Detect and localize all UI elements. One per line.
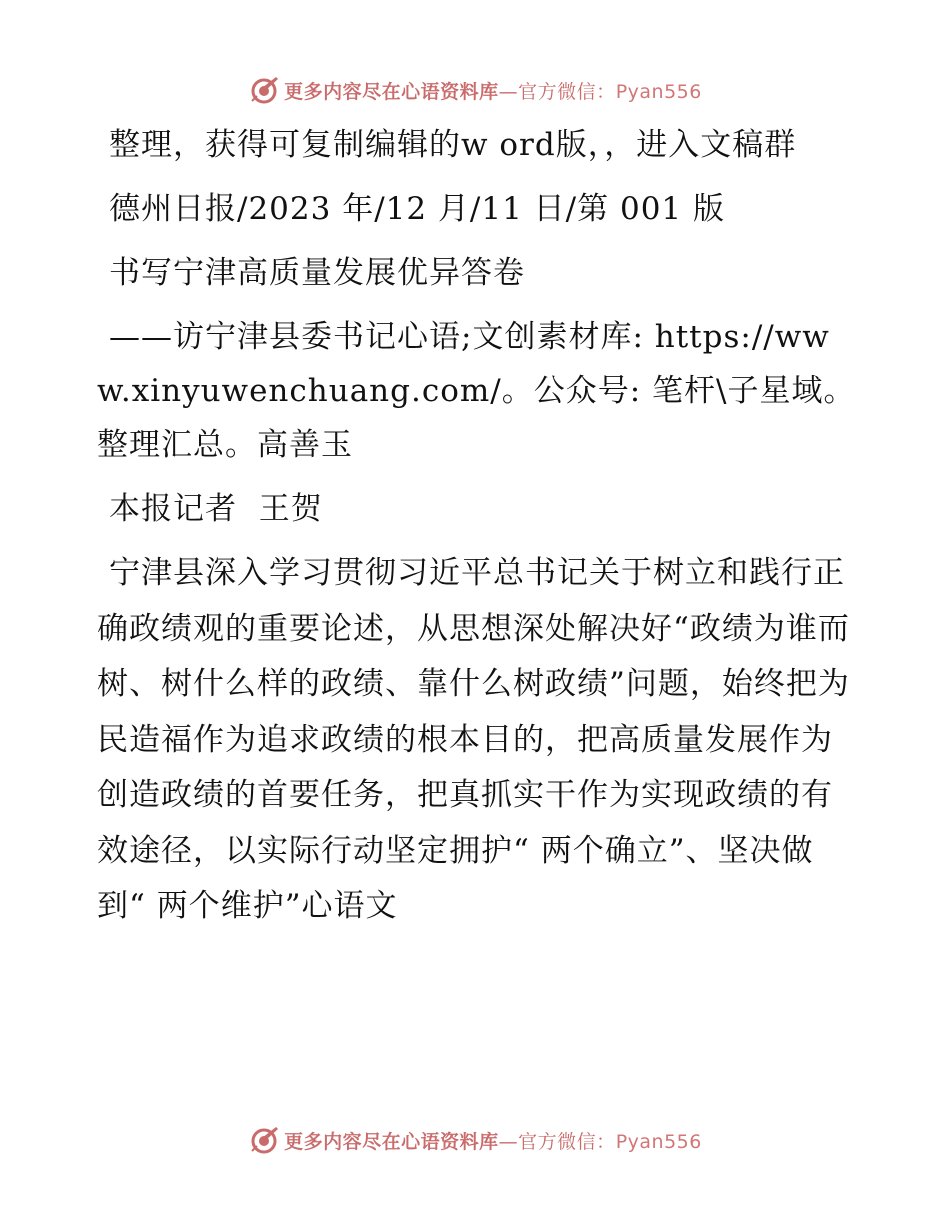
header-banner-text bbox=[284, 77, 702, 104]
header-banner-official: 官方微信： bbox=[518, 80, 616, 103]
pen-circle-logo-icon bbox=[248, 1124, 280, 1156]
footer-banner-dash: — bbox=[498, 1130, 519, 1153]
article-title: 书写宁津高质量发展优异答卷 bbox=[109, 255, 525, 291]
footer-banner-text bbox=[284, 1127, 702, 1154]
pen-circle-logo-icon bbox=[248, 74, 280, 106]
header-banner-dash: — bbox=[498, 80, 519, 103]
article-subtitle: ——访宁津县委书记心语;文创素材库: https://www.xinyuwenchuang.com/。公众号: 笔杆\子星域。整理汇总。高善玉 bbox=[97, 319, 856, 463]
header-banner-account: Pyan556 bbox=[615, 80, 702, 103]
header-banner bbox=[0, 70, 950, 110]
header-banner-slogan: 更多内容尽在心语资料库 bbox=[284, 80, 499, 103]
footer-banner bbox=[0, 1120, 950, 1160]
footer-banner-official: 官方微信： bbox=[518, 1130, 616, 1153]
reporter-line: 本报记者 王贺 bbox=[109, 491, 323, 527]
document-body bbox=[97, 118, 857, 945]
source-line: 德州日报/2023 年/12 月/11 日/第 001 版 bbox=[109, 191, 726, 227]
intro-paragraph: 整理，获得可复制编辑的w ord版，，进入文稿群 bbox=[109, 127, 797, 163]
footer-banner-slogan: 更多内容尽在心语资料库 bbox=[284, 1130, 499, 1153]
body-paragraph: 宁津县深入学习贯彻习近平总书记关于树立和践行正确政绩观的重要论述，从思想深处解决好“政绩为谁而树、树什么样的政绩、靠什么树政绩”问题，始终把为民造福作为追求政绩的根本目的，把高质量发展作为创造政绩的首要任务，把真抓实干作为实现政绩的有效途径，以实际行动坚定拥护“ 两个确立”、坚决做到“ 两个维护”心语文 bbox=[97, 555, 850, 924]
footer-banner-account: Pyan556 bbox=[615, 1130, 702, 1153]
